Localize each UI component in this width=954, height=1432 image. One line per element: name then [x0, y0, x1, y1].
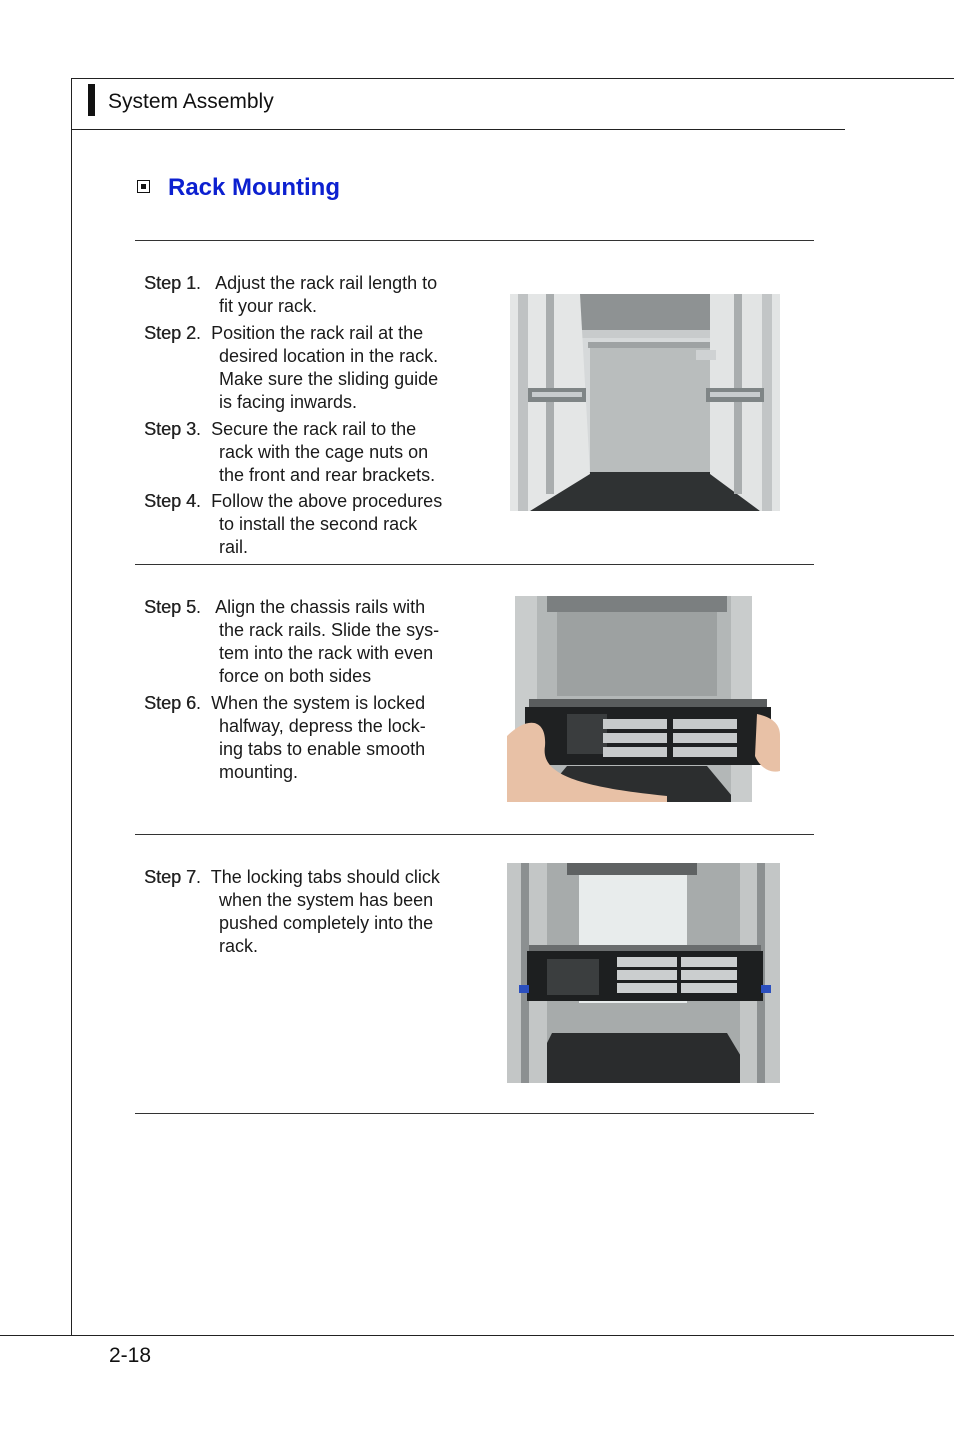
step-text-line: desired location in the rack.	[219, 346, 439, 366]
step-text-line: Position the rack rail at the	[211, 323, 424, 343]
step-label: Step 2	[144, 323, 197, 343]
step-separator: .	[196, 273, 216, 293]
step-5	[144, 596, 474, 688]
step-separator: .	[196, 419, 212, 439]
step-separator: .	[196, 491, 212, 511]
section-rule-1	[135, 240, 814, 241]
step-label: Step 4	[144, 491, 197, 511]
step-2	[144, 322, 474, 414]
step-text-line: rack.	[219, 936, 259, 956]
step-separator: .	[196, 323, 212, 343]
page-number: 2-18	[109, 1344, 152, 1367]
step-text-line: when the system has been	[219, 890, 434, 910]
header-bottom-rule	[71, 129, 845, 130]
running-header-title: System Assembly	[108, 90, 274, 113]
step-text-line: halfway, depress the lock-	[219, 716, 426, 736]
step-text-line: to install the second rack	[219, 514, 418, 534]
step-text-line: force on both sides	[219, 666, 372, 686]
step-text-line: mounting.	[219, 762, 299, 782]
section-rule-4	[135, 1113, 814, 1114]
step-separator: .	[196, 867, 211, 887]
left-margin-line	[71, 78, 72, 1335]
step-label: Step 1	[144, 273, 197, 293]
step-text-line: pushed completely into the	[219, 913, 434, 933]
step-label: Step 7	[144, 867, 197, 887]
step-text-line: Follow the above procedures	[211, 491, 443, 511]
photo-rack-rails	[510, 294, 780, 511]
step-text-line: is facing inwards.	[219, 392, 358, 412]
step-text-line: tem into the rack with even	[219, 643, 434, 663]
step-label: Step 3	[144, 419, 197, 439]
header-top-rule	[71, 78, 954, 79]
header-marker-bar	[88, 84, 95, 116]
step-6	[144, 692, 474, 784]
footer-rule	[0, 1335, 954, 1336]
photo-server-insert	[507, 596, 780, 802]
step-3	[144, 418, 474, 487]
step-7	[144, 866, 474, 958]
section-heading: Rack Mounting	[168, 174, 340, 201]
step-1	[144, 272, 474, 318]
step-text-line: the rack rails. Slide the sys-	[219, 620, 440, 640]
step-text-line: rail.	[219, 537, 249, 557]
section-rule-3	[135, 834, 814, 835]
step-4	[144, 490, 474, 559]
step-text-line: Align the chassis rails with	[215, 597, 426, 617]
step-label: Step 6	[144, 693, 197, 713]
step-label: Step 5	[144, 597, 197, 617]
step-text-line: Secure the rack rail to the	[211, 419, 417, 439]
step-text-line: the front and rear brackets.	[219, 465, 436, 485]
step-text-line: rack with the cage nuts on	[219, 442, 429, 462]
step-text-line: Adjust the rack rail length to	[215, 273, 438, 293]
step-text-line: fit your rack.	[219, 296, 318, 316]
square-bullet-icon	[137, 180, 150, 193]
photo-server-installed	[507, 863, 780, 1083]
step-text-line: Make sure the sliding guide	[219, 369, 439, 389]
step-text-line: ing tabs to enable smooth	[219, 739, 426, 759]
step-text-line: When the system is locked	[211, 693, 426, 713]
step-text-line: The locking tabs should click	[210, 867, 440, 887]
step-separator: .	[196, 693, 212, 713]
step-separator: .	[196, 597, 216, 617]
section-rule-2	[135, 564, 814, 565]
